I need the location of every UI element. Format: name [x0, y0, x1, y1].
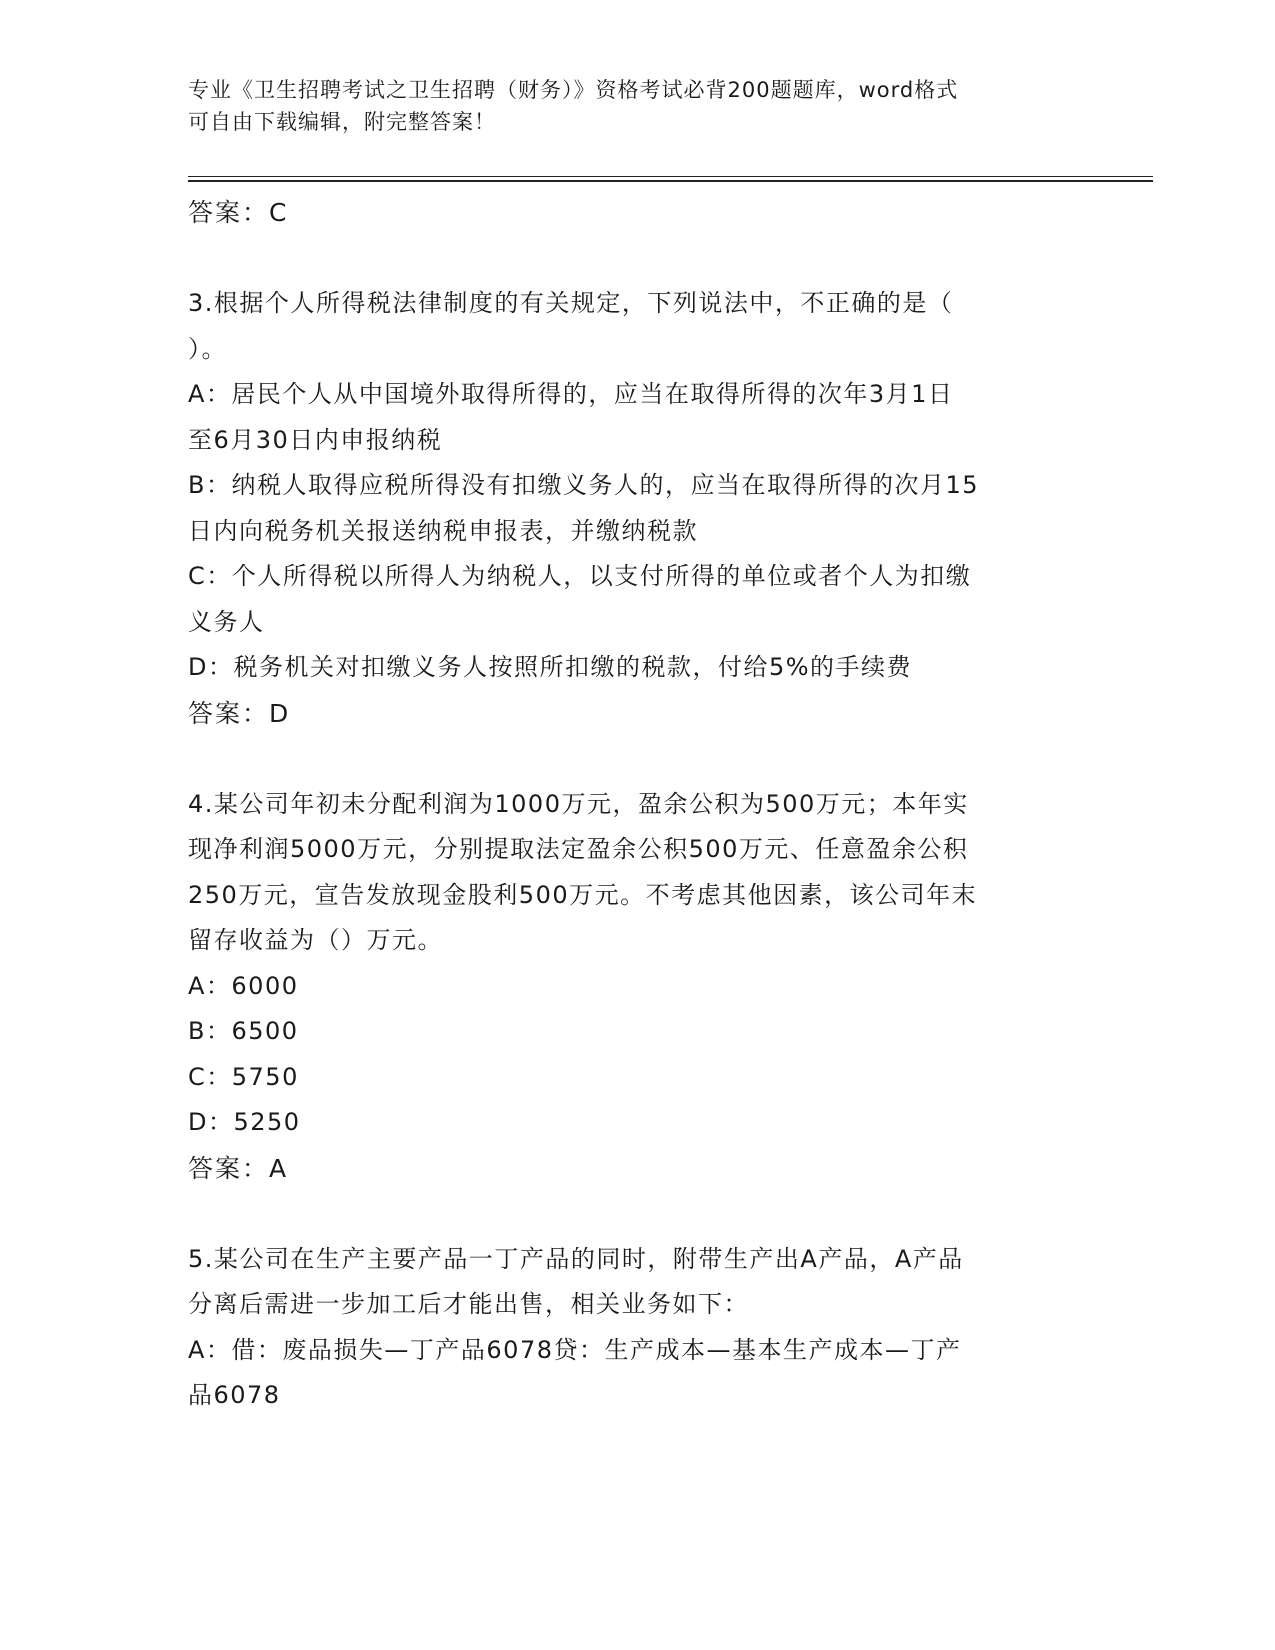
option-a: 品6078: [188, 1381, 281, 1409]
question-stem: 5.某公司在生产主要产品一丁产品的同时，附带生产出A产品，A产品: [188, 1244, 964, 1273]
spacer: [188, 1191, 1088, 1237]
question-4: [188, 782, 1088, 1192]
question-stem: 250万元，宣告发放现金股利500万元。不考虑其他因素，该公司年末: [188, 880, 978, 909]
option-c: C：个人所得税以所得人为纳税人，以支付所得的单位或者个人为扣缴: [188, 562, 972, 590]
option-d: D：5250: [188, 1108, 301, 1136]
question-stem: 分离后需进一步加工后才能出售，相关业务如下：: [188, 1290, 749, 1318]
answer: 答案：A: [188, 1153, 289, 1183]
previous-answer: 答案：C: [188, 198, 289, 227]
option-b: B：6500: [188, 1017, 299, 1045]
document-header: [188, 74, 1088, 138]
option-a: A：居民个人从中国境外取得所得的，应当在取得所得的次年3月1日: [188, 380, 954, 408]
question-stem: 现净利润5000万元，分别提取法定盈余公积500万元、任意盈余公积: [188, 835, 969, 863]
question-stem: 4.某公司年初未分配利润为1000万元，盈余公积为500万元；本年实: [188, 789, 969, 818]
option-a: 至6月30日内申报纳税: [188, 425, 443, 454]
option-b: B：纳税人取得应税所得没有扣缴义务人的，应当在取得所得的次月15: [188, 471, 980, 499]
option-a: A：6000: [188, 971, 299, 1000]
question-stem: 留存收益为（）万元。: [188, 926, 443, 954]
header-divider-thin: [188, 176, 1153, 177]
spacer: [188, 236, 1088, 282]
option-b: 日内向税务机关报送纳税申报表，并缴纳税款: [188, 516, 698, 545]
header-title-line-1: 专业《卫生招聘考试之卫生招聘（财务）》资格考试必背200题题库，word格式: [188, 78, 959, 102]
header-title-line-2: 可自由下载编辑，附完整答案！: [188, 110, 496, 134]
question-3: [188, 281, 1088, 736]
option-d: D：税务机关对扣缴义务人按照所扣缴的税款，付给5%的手续费: [188, 653, 913, 681]
option-c: 义务人: [188, 607, 265, 636]
header-divider-thick: [188, 180, 1153, 182]
spacer: [188, 736, 1088, 782]
question-stem: 3.根据个人所得税法律制度的有关规定，下列说法中，不正确的是（: [188, 289, 954, 317]
answer: 答案：D: [188, 698, 291, 728]
option-c: C：5750: [188, 1062, 299, 1091]
question-list: [188, 190, 1088, 1419]
question-stem: ）。: [188, 334, 227, 363]
question-5: [188, 1237, 1088, 1419]
option-a: A：借：废品损失—丁产品6078贷：生产成本—基本生产成本—丁产: [188, 1335, 962, 1364]
